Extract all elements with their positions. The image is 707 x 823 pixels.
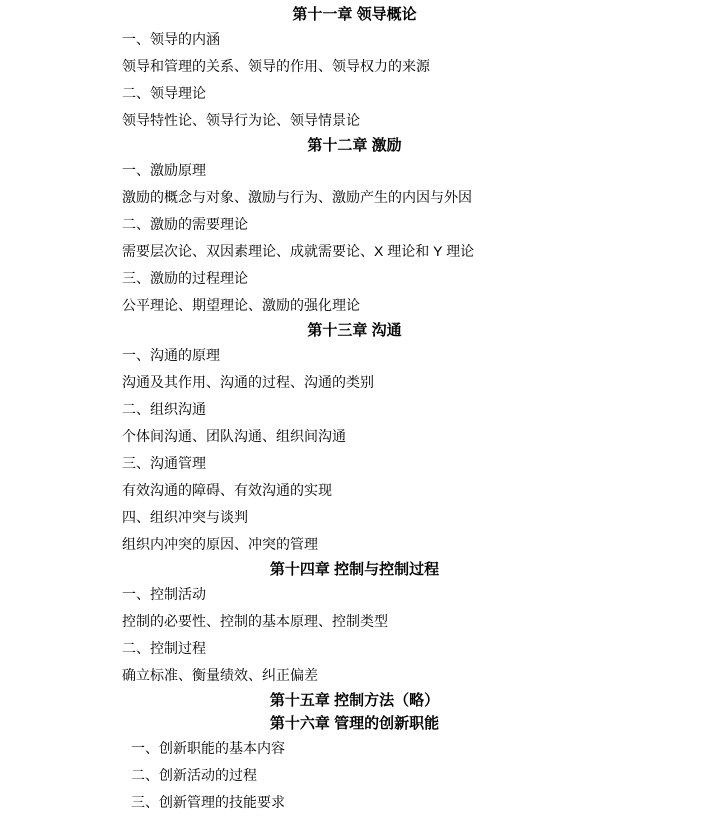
detail-line: 需要层次论、双因素理论、成就需要论、X 理论和 Y 理论 xyxy=(122,243,475,259)
chapter-heading: 第十二章 激励 xyxy=(307,137,402,154)
document-body xyxy=(122,3,587,816)
detail-line: 有效沟通的障碍、有效沟通的实现 xyxy=(122,482,332,498)
outline-item: 二、领导理论 xyxy=(122,85,206,101)
outline-item: 一、沟通的原理 xyxy=(122,347,220,363)
chapter-heading: 第十三章 沟通 xyxy=(307,322,402,339)
outline-item: 二、创新活动的过程 xyxy=(131,767,257,783)
detail-line: 领导特性论、领导行为论、领导情景论 xyxy=(122,112,360,128)
detail-line: 个体间沟通、团队沟通、组织间沟通 xyxy=(122,428,346,444)
detail-line: 确立标准、衡量绩效、纠正偏差 xyxy=(122,667,318,683)
outline-item: 二、控制过程 xyxy=(122,640,206,656)
outline-item: 二、激励的需要理论 xyxy=(122,216,248,232)
chapter-heading: 第十四章 控制与控制过程 xyxy=(269,561,440,578)
detail-line: 领导和管理的关系、领导的作用、领导权力的来源 xyxy=(122,58,430,74)
chapter-heading: 第十五章 控制方法（略） xyxy=(269,692,440,709)
detail-line: 控制的必要性、控制的基本原理、控制类型 xyxy=(122,613,388,629)
outline-item: 三、创新管理的技能要求 xyxy=(131,794,285,810)
outline-item: 三、激励的过程理论 xyxy=(122,270,248,286)
outline-item: 一、创新职能的基本内容 xyxy=(131,740,285,756)
detail-line: 激励的概念与对象、激励与行为、激励产生的内因与外因 xyxy=(122,189,472,205)
chapter-heading: 第十一章 领导概论 xyxy=(292,6,417,23)
outline-item: 一、控制活动 xyxy=(122,586,206,602)
outline-item: 二、组织沟通 xyxy=(122,401,206,417)
outline-item: 一、领导的内涵 xyxy=(122,31,220,47)
detail-line: 公平理论、期望理论、激励的强化理论 xyxy=(122,297,360,313)
outline-item: 四、组织冲突与谈判 xyxy=(122,509,248,525)
detail-line: 组织内冲突的原因、冲突的管理 xyxy=(122,536,318,552)
detail-line: 沟通及其作用、沟通的过程、沟通的类别 xyxy=(122,374,374,390)
chapter-heading: 第十六章 管理的创新职能 xyxy=(269,715,440,732)
outline-item: 三、沟通管理 xyxy=(122,455,206,471)
outline-item: 一、激励原理 xyxy=(122,162,206,178)
